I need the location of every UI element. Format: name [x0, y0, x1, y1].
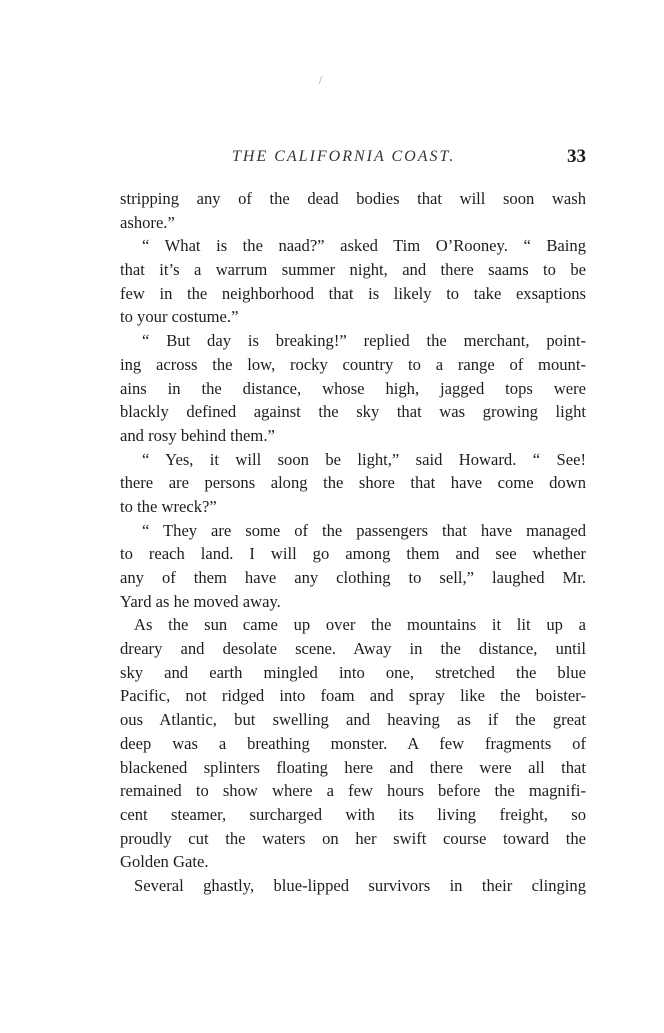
- text-line: “ But day is breaking!” replied the merchant, point-: [142, 331, 586, 351]
- page-number: 33: [567, 146, 586, 167]
- body-text: [120, 187, 586, 898]
- text-line: ains in the distance, whose high, jagged tops were: [120, 378, 586, 398]
- text-line: As the sun came up over the mountains it lit up a: [134, 615, 586, 635]
- text-line: sky and earth mingled into one, stretched the blue: [120, 662, 586, 682]
- text-line: Pacific, not ridged into foam and spray like the boister-: [120, 686, 586, 706]
- text-line: to the wreck?”: [120, 496, 217, 516]
- text-line: proudly cut the waters on her swift course toward the: [120, 828, 586, 848]
- text-line: Golden Gate.: [120, 852, 209, 872]
- text-line: and rosy behind them.”: [120, 425, 275, 445]
- text-line: blackly defined against the sky that was growing light: [120, 402, 586, 422]
- text-line: “ Yes, it will soon be light,” said Howard. “ See!: [142, 449, 586, 469]
- text-line: to your costume.”: [120, 307, 239, 327]
- text-line: “ What is the naad?” asked Tim O’Rooney. “ Baing: [142, 236, 586, 256]
- print-speck: [319, 76, 323, 84]
- page-header: [120, 146, 588, 172]
- text-line: ing across the low, rocky country to a range of mount-: [120, 354, 586, 374]
- text-line: cent steamer, surcharged with its living freight, so: [120, 804, 586, 824]
- text-line: blackened splinters floating here and there were all that: [120, 757, 586, 777]
- text-line: deep was a breathing monster. A few fragments of: [120, 733, 586, 753]
- text-line: to reach land. I will go among them and see whether: [120, 544, 586, 564]
- text-line: ashore.”: [120, 212, 175, 232]
- text-line: ous Atlantic, but swelling and heaving as if the great: [120, 710, 586, 730]
- text-line: stripping any of the dead bodies that will soon wash: [120, 189, 586, 208]
- text-line: remained to show where a few hours before the magnifi-: [120, 781, 586, 801]
- text-line: Several ghastly, blue-lipped survivors in their clinging: [134, 875, 586, 895]
- text-line: that it’s a warrum summer night, and there saams to be: [120, 260, 586, 280]
- text-line: Yard as he moved away.: [120, 591, 281, 611]
- text-line: few in the neighborhood that is likely to take exsaptions: [120, 283, 586, 303]
- text-line: “ They are some of the passengers that have managed: [142, 520, 586, 540]
- text-line: any of them have any clothing to sell,” laughed Mr.: [120, 568, 586, 587]
- running-head: THE CALIFORNIA COAST.: [232, 148, 456, 165]
- text-line: there are persons along the shore that have come down: [120, 473, 586, 493]
- text-line: dreary and desolate scene. Away in the distance, until: [120, 639, 586, 659]
